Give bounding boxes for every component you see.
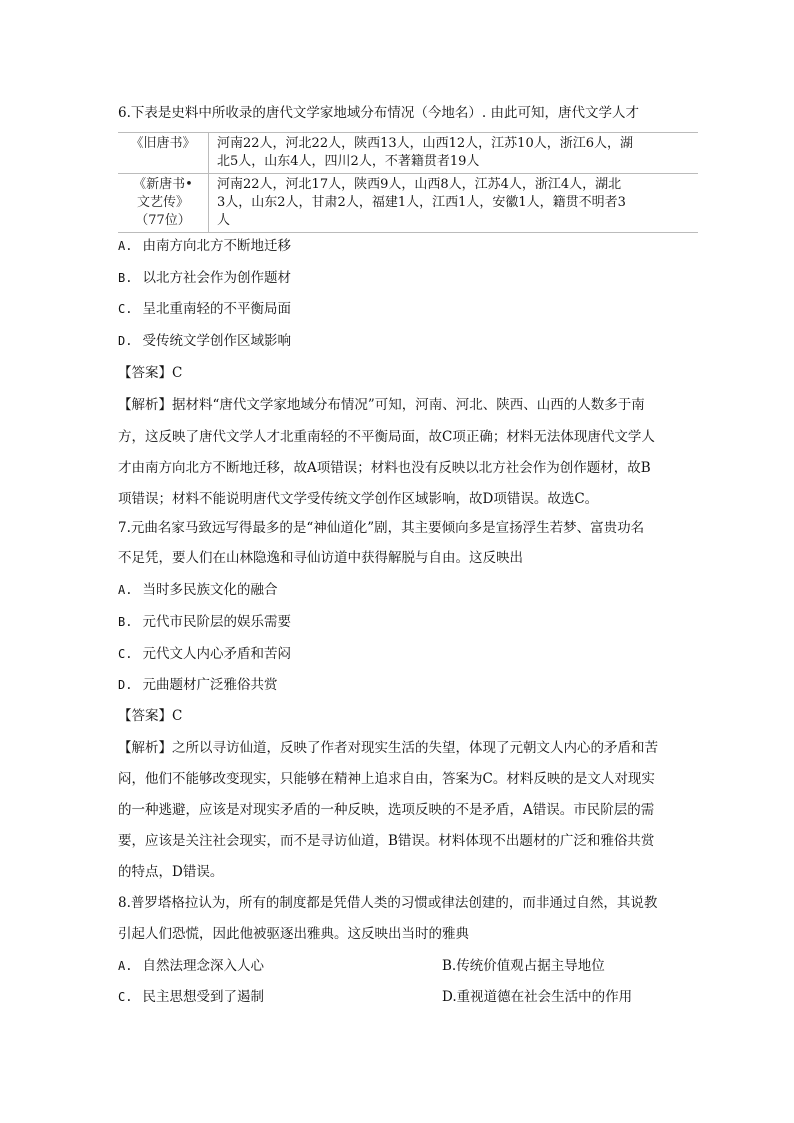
q6-option-d[interactable]: D. 受传统文学创作区域影响 bbox=[118, 333, 291, 349]
distribution-line: 北5人，山东4人，四川2人，不著籍贯者19人 bbox=[217, 154, 480, 169]
q8-stem-line: 引起人们恐慌，因此他被驱逐出雅典。这反映出当时的雅典 bbox=[118, 926, 469, 942]
q7-analysis-line: 要，应该是关注社会现实，而不是寻访仙道，B错误。材料体现不出题材的广泛和雅俗共赏 bbox=[118, 833, 655, 849]
q7-option-c[interactable]: C. 元代文人内心矛盾和苦闷 bbox=[118, 646, 291, 662]
table-cell-source bbox=[118, 133, 209, 174]
table-row bbox=[118, 174, 698, 233]
source-name: 文艺传》 bbox=[136, 195, 189, 210]
distribution-line: 人 bbox=[217, 213, 231, 228]
q6-option-b[interactable]: B. 以北方社会作为创作题材 bbox=[118, 270, 291, 286]
q6-stem: 6.下表是史料中所收录的唐代文学家地域分布情况（今地名）. 由此可知，唐代文学人才 bbox=[118, 105, 639, 121]
distribution-line: 河南22人，河北17人，陕西9人，山西8人，江苏4人，浙江4人，湖北 bbox=[217, 177, 622, 192]
q7-analysis-line: 的特点，D错误。 bbox=[118, 864, 224, 880]
q7-option-b[interactable]: B. 元代市民阶层的娱乐需要 bbox=[118, 614, 291, 630]
source-name: 《新唐书• bbox=[133, 177, 193, 192]
table-cell-distribution bbox=[209, 174, 699, 233]
q8-stem-line: 8.普罗塔格拉认为，所有的制度都是凭借人类的习惯或律法创建的，而非通过自然，其说教 bbox=[118, 895, 658, 911]
q6-analysis-line: 【解析】据材料“唐代文学家地域分布情况”可知，河南、河北、陕西、山西的人数多于南 bbox=[118, 397, 645, 413]
table-cell-source bbox=[118, 174, 209, 233]
source-name: （77位） bbox=[135, 213, 191, 228]
q6-answer: 【答案】C bbox=[118, 365, 183, 381]
q8-option-a[interactable]: A. 自然法理念深入人心 bbox=[118, 958, 264, 974]
q7-answer: 【答案】C bbox=[118, 708, 183, 724]
q7-analysis-line: 【解析】之所以寻访仙道，反映了作者对现实生活的失望，体现了元朝文人内心的矛盾和苦 bbox=[118, 740, 658, 756]
q7-option-a[interactable]: A. 当时多民族文化的融合 bbox=[118, 582, 278, 598]
q8-option-b[interactable]: B.传统价值观占据主导地位 bbox=[442, 958, 605, 974]
table-row bbox=[118, 133, 698, 174]
q7-analysis-line: 的一种逃避，应该是对现实矛盾的一种反映，选项反映的不是矛盾，A错误。市民阶层的需 bbox=[118, 802, 655, 818]
q6-option-a[interactable]: A. 由南方向北方不断地迁移 bbox=[118, 238, 291, 254]
q6-analysis-line: 才由南方向北方不断地迁移，故A项错误；材料也没有反映以北方社会作为创作题材，故B bbox=[118, 460, 651, 476]
table-cell-distribution bbox=[209, 133, 699, 174]
q6-analysis-line: 项错误；材料不能说明唐代文学受传统文学创作区域影响，故D项错误。故选C。 bbox=[118, 491, 599, 507]
q7-analysis-line: 闷，他们不能够改变现实，只能够在精神上追求自由，答案为C。材料反映的是文人对现实 bbox=[118, 771, 655, 787]
distribution-line: 3人，山东2人，甘肃2人，福建1人，江西1人，安徽1人，籍贯不明者3 bbox=[217, 195, 626, 210]
q7-stem-line: 7.元曲名家马致远写得最多的是“神仙道化”剧，其主要倾向多是宣扬浮生若梦、富贵功名 bbox=[118, 520, 645, 536]
source-name: 《旧唐书》 bbox=[130, 136, 196, 151]
q6-option-c[interactable]: C. 呈北重南轻的不平衡局面 bbox=[118, 301, 291, 317]
q8-option-c[interactable]: C. 民主思想受到了遏制 bbox=[118, 989, 264, 1005]
q6-analysis-line: 方，这反映了唐代文学人才北重南轻的不平衡局面，故C项正确；材料无法体现唐代文学人 bbox=[118, 429, 655, 445]
q7-stem-line: 不足凭，要人们在山林隐逸和寻仙访道中获得解脱与自由。这反映出 bbox=[118, 550, 523, 566]
q8-option-d[interactable]: D.重视道德在社会生活中的作用 bbox=[442, 989, 633, 1005]
distribution-line: 河南22人，河北22人，陕西13人，山西12人，江苏10人，浙江6人，湖 bbox=[217, 136, 633, 151]
q7-option-d[interactable]: D. 元曲题材广泛雅俗共赏 bbox=[118, 677, 278, 693]
q6-source-table bbox=[118, 132, 698, 233]
